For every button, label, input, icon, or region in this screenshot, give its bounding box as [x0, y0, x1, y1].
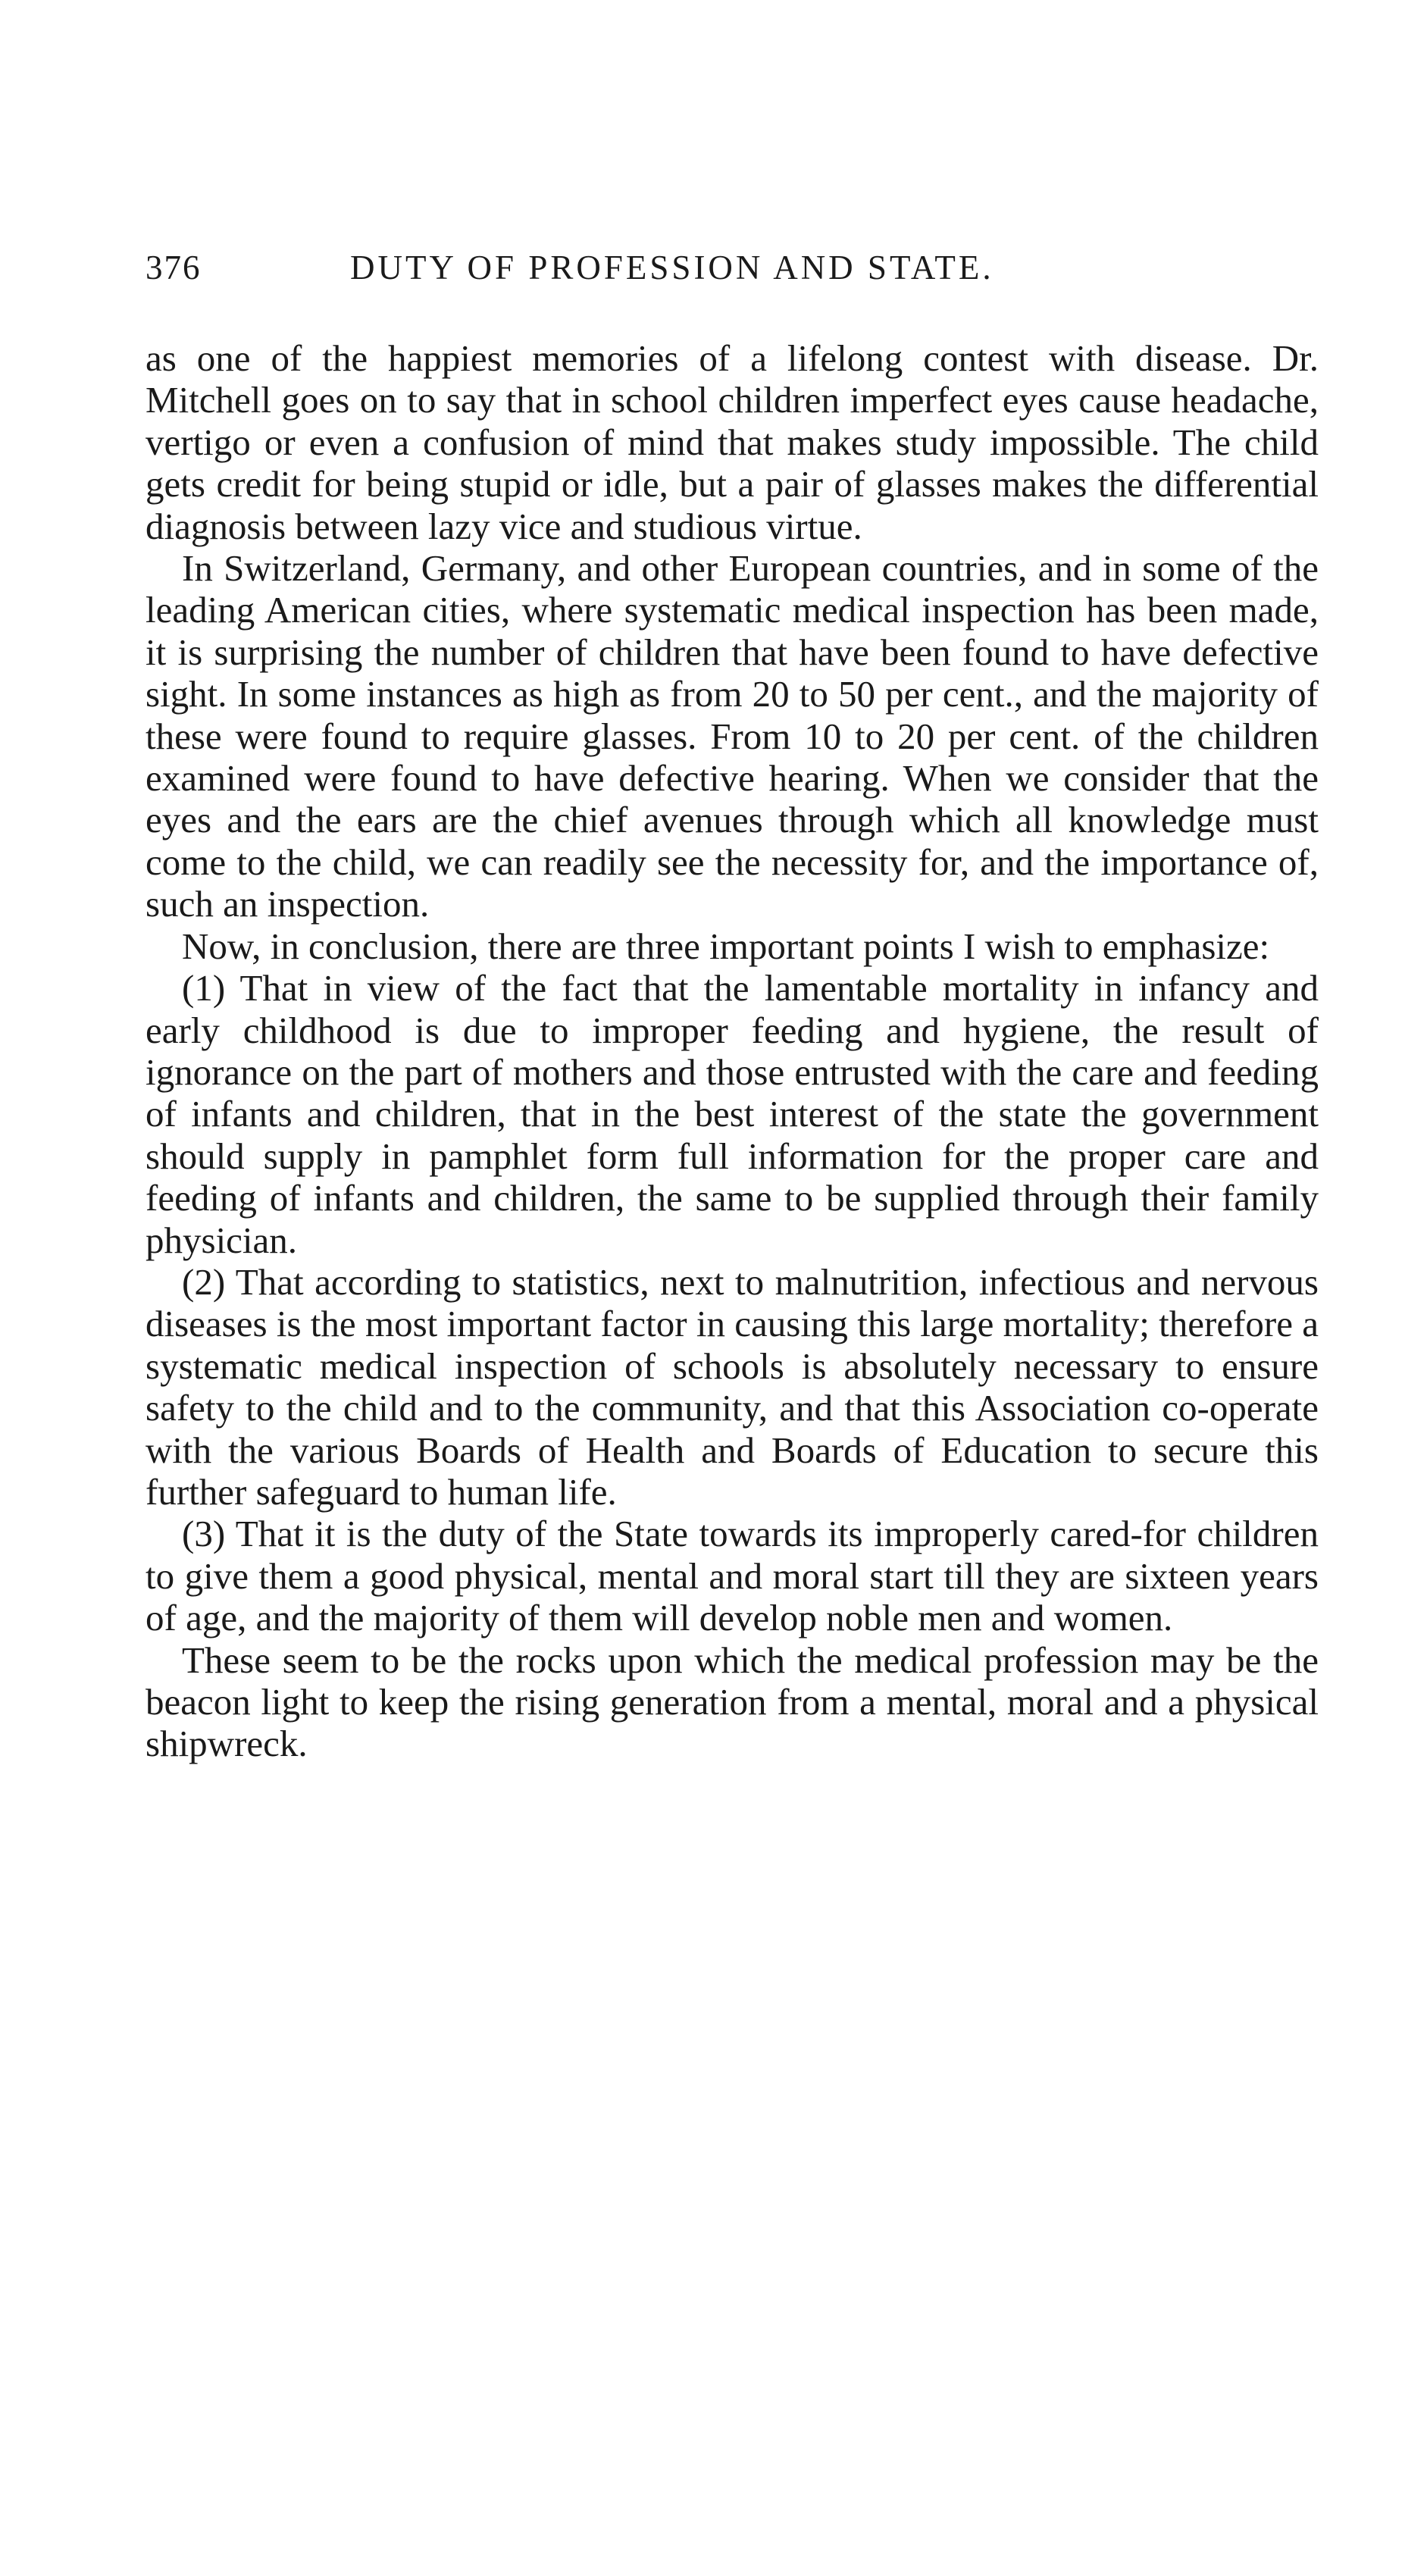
paragraph-defective-sight: In Switzerland, Germany, and other European countries, and in some of the leading American cities, where systematic medical inspection has been made, it is surprising the number of children that have been found to have defective sight. In some instances as high as from 20 to 50 per cent., and the majority of these were found to require glasses. From 10 to 20 per cent. of the children examined were found to have defective hearing. When we consider that the eyes and the ears are the chief avenues through which all knowledge must come to the child, we can readily see the necessity for, and the importance of, such an inspection. — [146, 547, 1319, 925]
paragraph-conclusion: Now, in conclusion, there are three important points I wish to emphasize: — [182, 925, 1270, 967]
closing-paragraph: These seem to be the rocks upon which the medical profession may be the beacon light to keep the rising generation from a mental, moral and a physical shipwreck. — [146, 1639, 1319, 1765]
point-one-paragraph: (1) That in view of the fact that the lamentable mortality in infancy and early childhood is due to improper feeding and hygiene, the result of ignorance on the part of mothers and those entrusted with the care and feeding of infants and children, that in the best interest of the state the government should supply in pamphlet form full information for the proper care and feeding of infants and children, the same to be supplied through their family physician. — [146, 967, 1319, 1261]
running-head — [146, 241, 1319, 294]
paragraph-continued: as one of the happiest memories of a lifelong contest with disease. Dr. Mitchell goes on to say that in school children imperfect eyes cause headache, vertigo or even a confusion of mind that makes study impossible. The child gets credit for being stupid or idle, but a pair of glasses makes the differential diagnosis between lazy vice and studious virtue. — [146, 337, 1319, 547]
point-three-paragraph: (3) That it is the duty of the State towards its improperly cared-for children to give them a good physical, mental and moral start till they are sixteen years of age, and the majority of them will develop noble men and women. — [146, 1513, 1319, 1639]
point-two-paragraph: (2) That according to statistics, next to malnutrition, infectious and nervous diseases is the most important factor in causing this large mortality; therefore a systematic medical inspection of schools is absolutely necessary to ensure safety to the child and to the community, and that this Association co-operate with the various Boards of Health and Boards of Education to secure this further safeguard to human life. — [146, 1260, 1319, 1513]
running-title: DUTY OF PROFESSION AND STATE. — [350, 249, 994, 286]
page-number: 376 — [146, 249, 202, 286]
body-text — [146, 337, 1319, 1765]
